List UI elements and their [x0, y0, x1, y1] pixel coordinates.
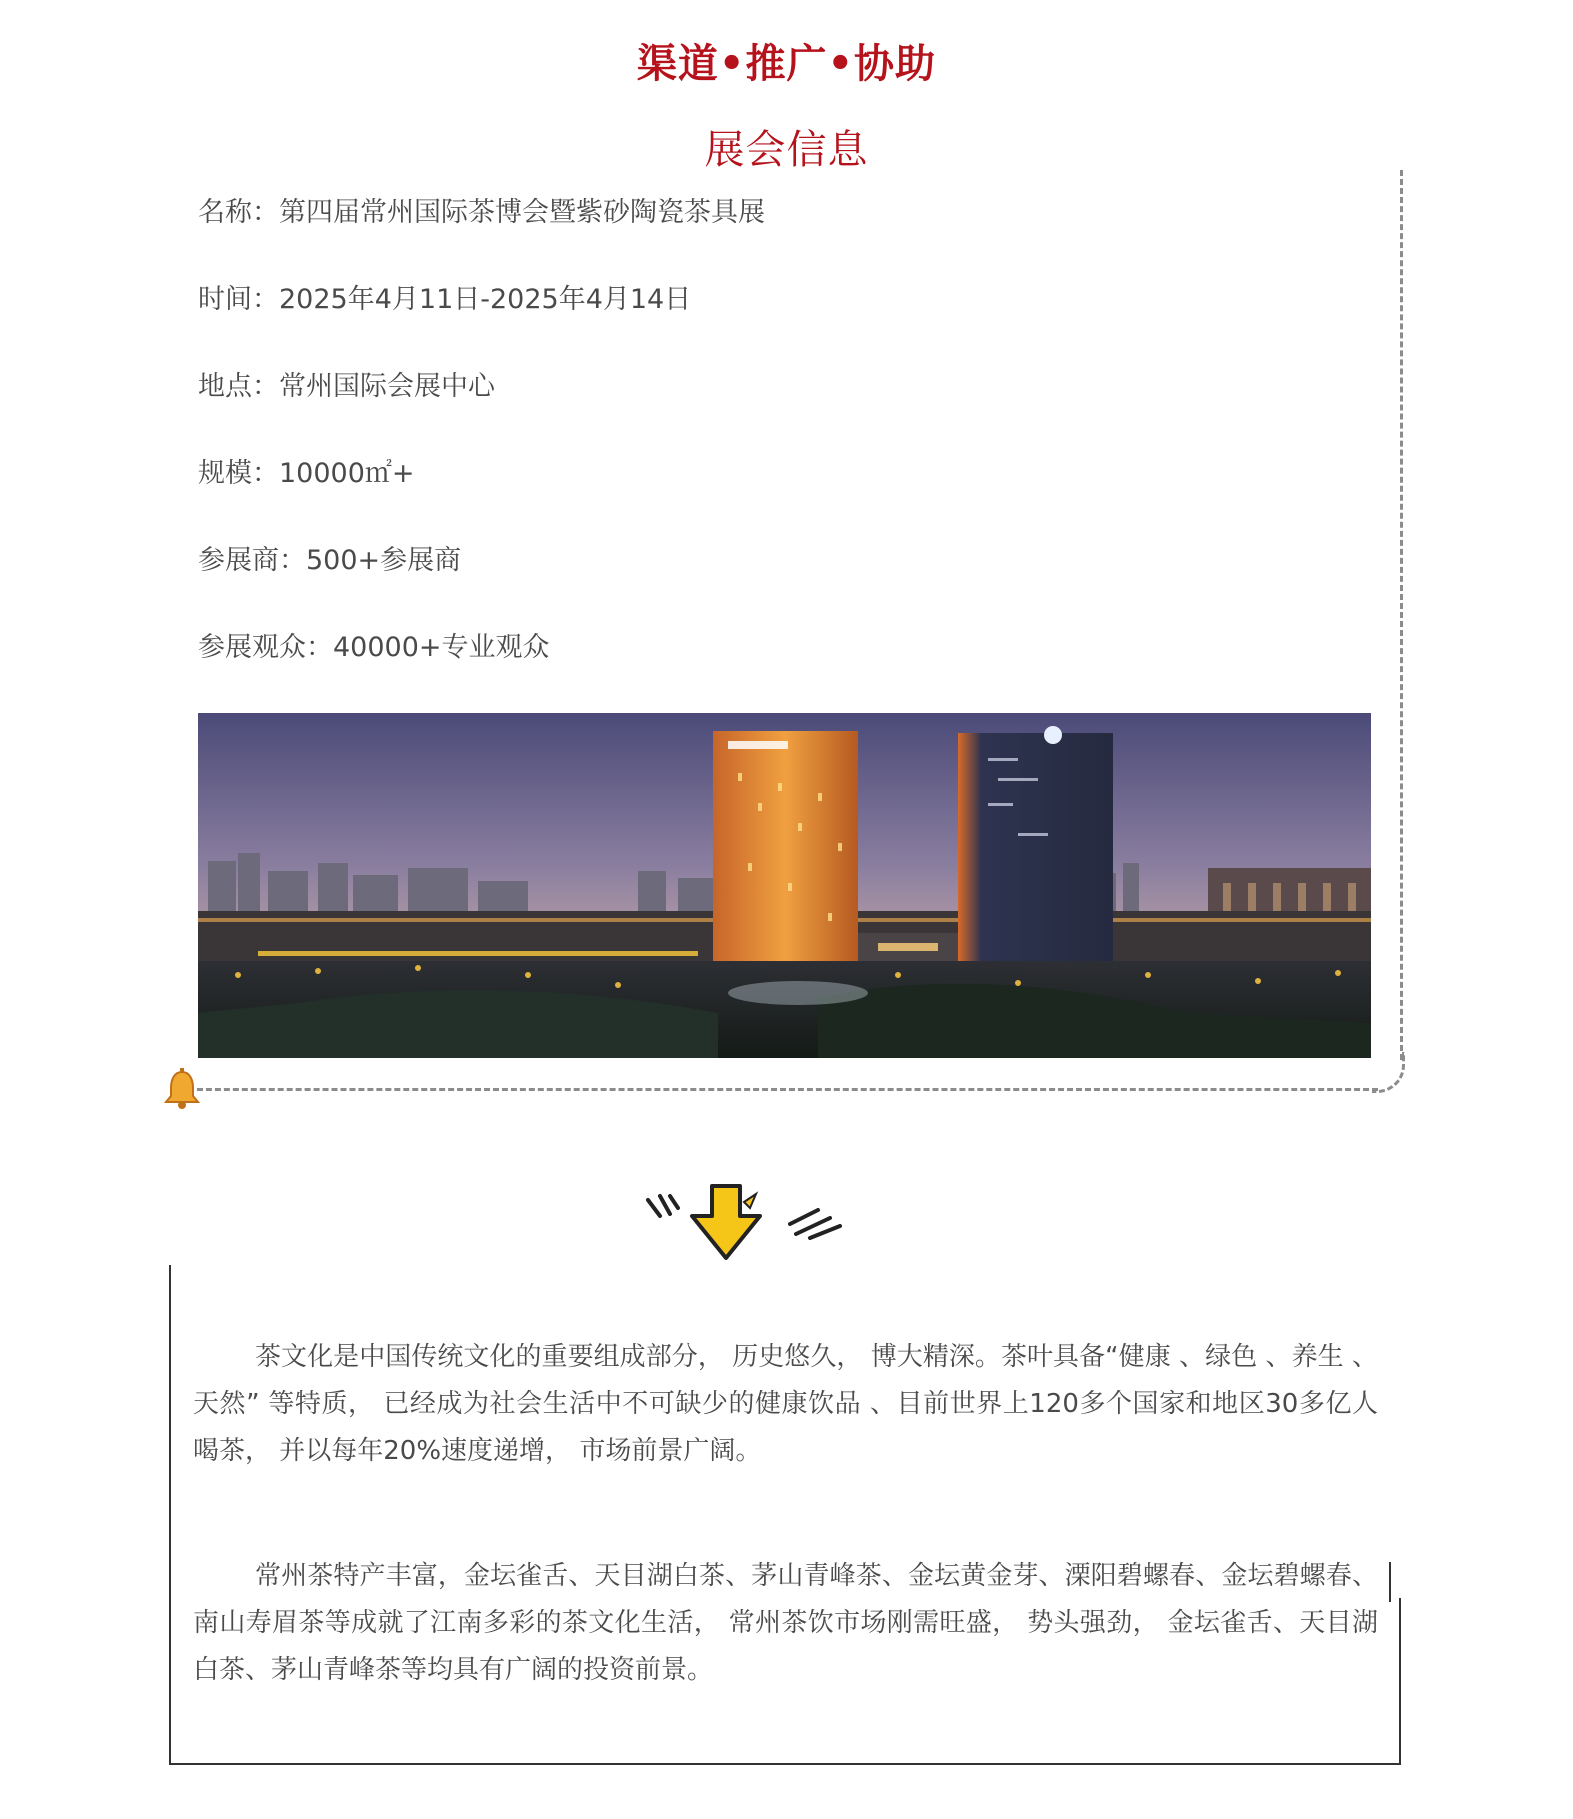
text-box-left-border [169, 1265, 171, 1765]
info-value: 常州国际会展中心 [279, 371, 495, 402]
page-title: 渠道•推广•协助 [636, 41, 937, 87]
info-label: 地点： [198, 371, 279, 402]
paragraph-changzhou-tea: 常州茶特产丰富，金坛雀舌、天目湖白茶、茅山青峰茶、金坛黄金芽、溧阳碧螺春、金坛碧螺春、南山寿眉茶等成就了江南多彩的茶文化生活， 常州茶饮市场刚需旺盛， 势头强劲， 金坛雀舌、天目湖白茶、茅山青峰茶等均具有广阔的投资前景。 [193, 1561, 1378, 1685]
info-label: 参展观众： [198, 632, 333, 663]
info-label: 时间： [198, 284, 279, 315]
info-label: 参展商： [198, 545, 306, 576]
info-row-exhibitors [198, 544, 461, 578]
bell-icon [162, 1068, 202, 1112]
down-arrow-icon [640, 1182, 850, 1262]
text-box-right-border [1399, 1598, 1401, 1765]
text-box-mark [1389, 1562, 1391, 1602]
info-value: 10000㎡+ [279, 458, 415, 489]
text-box-bottom-border [169, 1763, 1401, 1765]
info-value: 500+参展商 [306, 545, 462, 576]
info-frame-corner [1372, 1052, 1405, 1093]
info-row-scale [198, 457, 415, 491]
info-frame-right [1400, 170, 1403, 1060]
info-value: 第四届常州国际茶博会暨紫砂陶瓷茶具展 [279, 197, 765, 228]
section-title: 展会信息 [704, 127, 869, 173]
info-row-time [198, 283, 691, 317]
paragraph-tea-culture: 茶文化是中国传统文化的重要组成部分， 历史悠久， 博大精深。茶叶具备“健康 、绿色 、养生 、天然” 等特质， 已经成为社会生活中不可缺少的健康饮品 、目前世界上120多个国家和地区30多亿人喝茶， 并以每年20%速度递增， 市场前景广阔。 [193, 1342, 1378, 1466]
info-row-visitors [198, 631, 550, 665]
venue-photo-drawing [198, 713, 1371, 1058]
info-frame-bottom [188, 1088, 1378, 1091]
info-row-location [198, 370, 495, 404]
info-value: 40000+专业观众 [333, 632, 550, 663]
info-label: 规模： [198, 458, 279, 489]
info-label: 名称： [198, 197, 279, 228]
venue-photo [198, 713, 1371, 1058]
info-value: 2025年4月11日-2025年4月14日 [279, 284, 692, 315]
info-row-name [198, 196, 765, 230]
